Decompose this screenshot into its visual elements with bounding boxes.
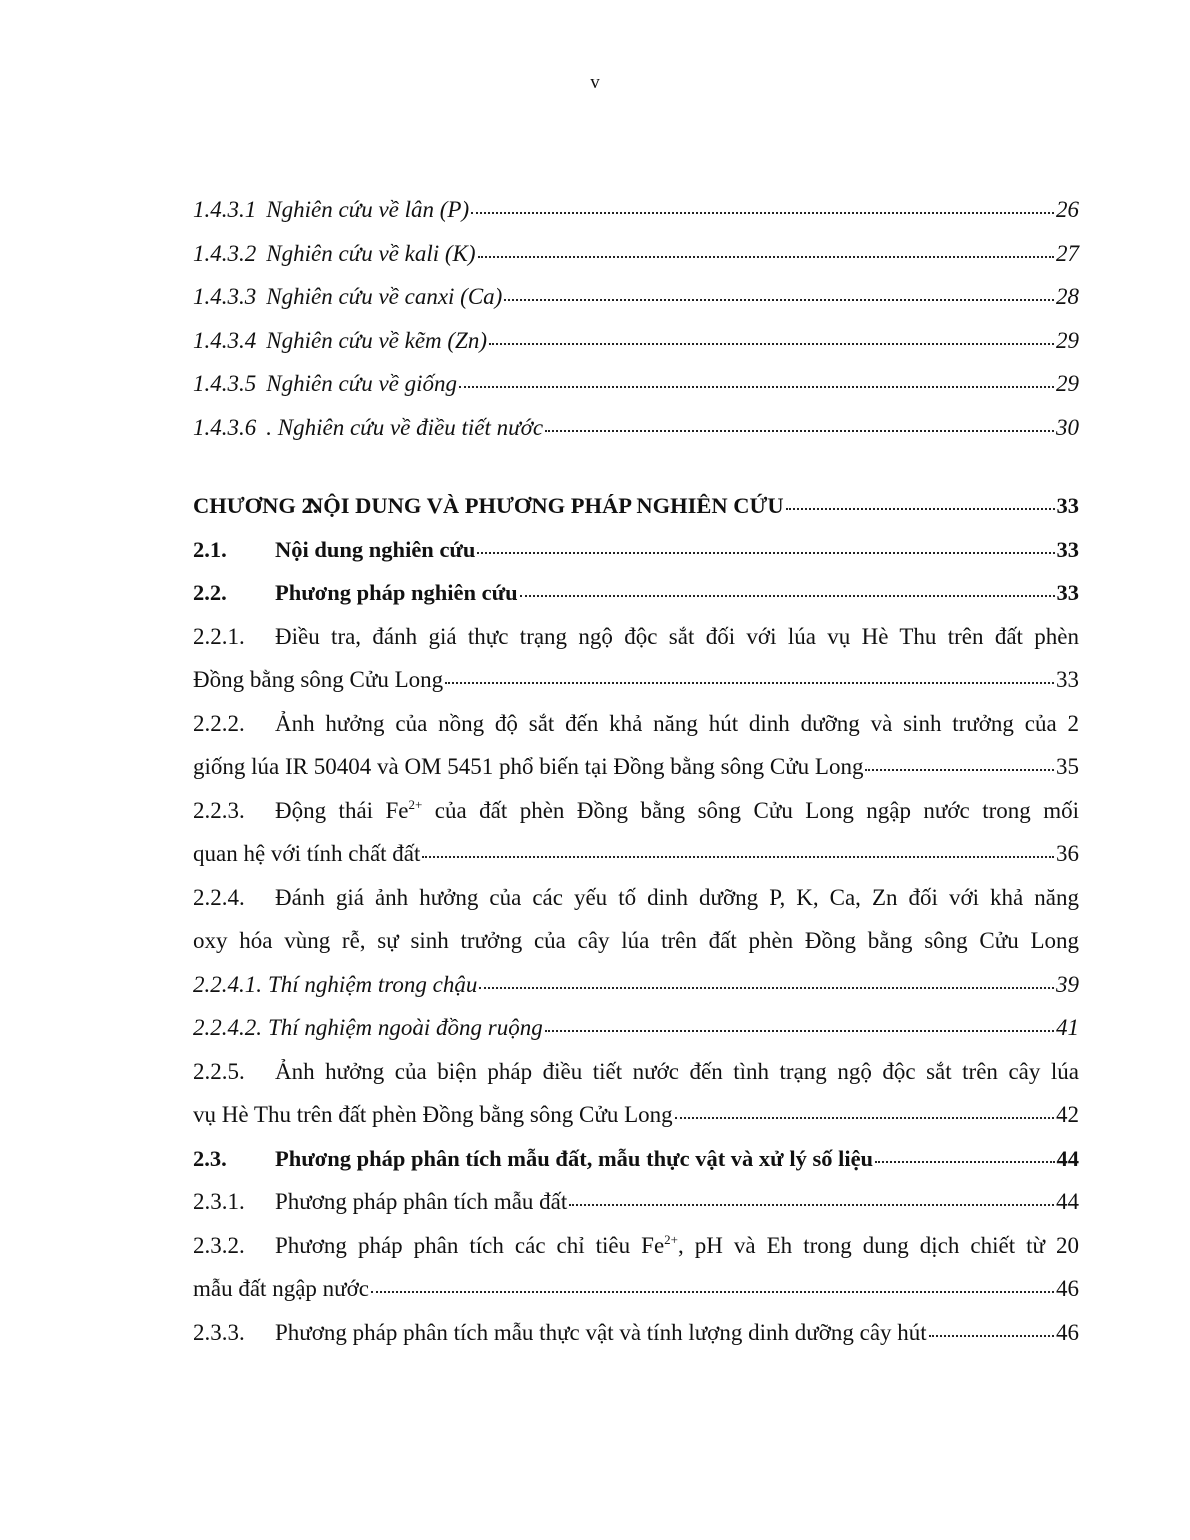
entry-title-line-2: quan hệ với tính chất đất: [193, 841, 421, 866]
toc-entry-2-2-3[interactable]: [193, 789, 1079, 876]
entry-number: 1.4.3.2: [193, 240, 257, 266]
entry-page: 29: [1056, 327, 1079, 353]
dot-leader: [459, 386, 1054, 388]
entry-title-line-1b: , pH và Eh trong dung dịch chiết từ 20: [678, 1232, 1079, 1258]
dot-leader: [477, 552, 1054, 554]
entry-title-line-1a: Phương pháp phân tích các chỉ tiêu Fe: [275, 1232, 665, 1258]
toc-entry-2-2-4-2[interactable]: [193, 1006, 1079, 1050]
entry-title: Nội dung nghiên cứu: [275, 536, 476, 562]
entry-title: Nghiên cứu về giống: [266, 371, 457, 396]
dot-leader: [875, 1161, 1054, 1163]
entry-title: Nghiên cứu về kali (K): [266, 240, 476, 266]
toc-entry-1-4-3-3[interactable]: [193, 275, 1079, 319]
dot-leader: [786, 508, 1055, 510]
entry-page: 33: [1056, 536, 1079, 562]
dot-leader: [422, 856, 1054, 858]
entry-page: 46: [1056, 1276, 1079, 1301]
entry-number: 2.3.2.: [193, 1232, 245, 1258]
entry-line-1: [193, 1050, 1079, 1094]
entry-page: 44: [1056, 1145, 1079, 1171]
entry-title: Thí nghiệm ngoài đồng ruộng: [268, 1015, 543, 1040]
entry-number: 2.2.5.: [193, 1058, 245, 1084]
toc-entry-2-3[interactable]: [193, 1137, 1079, 1181]
entry-title-line-1: Điều tra, đánh giá thực trạng ngộ độc sắt đối với lúa vụ Hè Thu trên đất phèn: [275, 623, 1079, 649]
entry-title-line-2: Đồng bằng sông Cửu Long: [193, 667, 444, 692]
entry-number: 2.2.4.1.: [193, 971, 262, 997]
toc-entry-chapter-2[interactable]: [193, 484, 1079, 528]
entry-page: 41: [1056, 1015, 1079, 1040]
toc-entry-2-3-1[interactable]: [193, 1180, 1079, 1224]
superscript-charge: 2+: [664, 1231, 679, 1247]
entry-line-2: [193, 919, 1079, 963]
entry-number: 1.4.3.5: [193, 371, 257, 396]
entry-title: Phương pháp phân tích mẫu thực vật và tính lượng dinh dưỡng cây hút: [275, 1319, 927, 1345]
entry-number: 2.2.4.: [193, 884, 245, 910]
entry-line-2: [193, 745, 1079, 789]
entry-line-2: [193, 1093, 1079, 1137]
entry-page: 36: [1056, 841, 1079, 866]
entry-title-line-1: Ảnh hưởng của biện pháp điều tiết nước đến tình trạng ngộ độc sắt trên cây lúa: [275, 1058, 1079, 1084]
toc-entry-2-2-2[interactable]: [193, 702, 1079, 789]
entry-title-line-1: Đánh giá ảnh hưởng của các yếu tố dinh dưỡng P, K, Ca, Zn đối với khả năng: [275, 884, 1079, 910]
dot-leader: [478, 256, 1054, 258]
toc-entry-1-4-3-6[interactable]: [193, 406, 1079, 450]
entry-page: 42: [1056, 1102, 1079, 1127]
entry-title-line-2: giống lúa IR 50404 và OM 5451 phổ biến tại Đồng bằng sông Cửu Long: [193, 754, 864, 779]
dot-leader: [569, 1204, 1054, 1206]
entry-line-1: [193, 876, 1079, 920]
entry-page: 26: [1056, 197, 1079, 222]
entry-number: 1.4.3.4: [193, 327, 257, 353]
entry-page: 27: [1056, 240, 1079, 266]
toc-entry-1-4-3-5[interactable]: [193, 362, 1079, 406]
spacer: [193, 449, 1079, 484]
entry-title: Phương pháp nghiên cứu: [275, 580, 518, 605]
entry-title-line-1: Ảnh hưởng của nồng độ sắt đến khả năng hút dinh dưỡng và sinh trưởng của 2: [275, 710, 1079, 736]
entry-number: 1.4.3.1: [193, 197, 257, 222]
entry-number: 2.2.: [193, 580, 227, 605]
entry-page: 33: [1056, 493, 1079, 518]
entry-number: 2.2.2.: [193, 710, 245, 736]
entry-title-line-1a: Động thái Fe: [275, 797, 409, 823]
entry-number: 2.1.: [193, 536, 227, 562]
dot-leader: [545, 1030, 1054, 1032]
dot-leader: [545, 430, 1054, 432]
dot-leader: [929, 1335, 1054, 1337]
dot-leader: [471, 212, 1054, 214]
entry-page: 33: [1056, 580, 1079, 605]
entry-line-2: [193, 832, 1079, 876]
entry-page: 35: [1056, 754, 1079, 779]
entry-title-line-2: mẫu đất ngập nước: [193, 1276, 369, 1301]
dot-leader: [479, 987, 1054, 989]
entry-number: 1.4.3.6: [193, 414, 257, 440]
entry-line-2: [193, 658, 1079, 702]
entry-title: . Nghiên cứu về điều tiết nước: [266, 414, 544, 440]
page-number: v: [590, 72, 600, 93]
superscript-charge: 2+: [408, 796, 423, 812]
toc-entry-2-3-3[interactable]: [193, 1311, 1079, 1355]
entry-line-1: [193, 702, 1079, 746]
chapter-number: CHƯƠNG 2.: [193, 493, 319, 518]
table-of-contents: [193, 188, 1079, 1354]
entry-title: Nghiên cứu về lân (P): [266, 197, 470, 222]
toc-entry-2-2-1[interactable]: [193, 615, 1079, 702]
entry-title: Phương pháp phân tích mẫu đất: [275, 1189, 568, 1214]
dot-leader: [675, 1117, 1054, 1119]
dot-leader: [445, 682, 1054, 684]
entry-number: 2.3.: [193, 1145, 227, 1171]
entry-title: Nghiên cứu về kẽm (Zn): [266, 327, 487, 353]
toc-entry-2-1[interactable]: [193, 528, 1079, 572]
toc-entry-1-4-3-1[interactable]: [193, 188, 1079, 232]
dot-leader: [371, 1291, 1054, 1293]
entry-title: Nghiên cứu về canxi (Ca): [266, 284, 503, 309]
entry-title-line-2: oxy hóa vùng rễ, sự sinh trưởng của cây lúa trên đất phèn Đồng bằng sông Cửu Long: [193, 928, 1079, 953]
toc-entry-2-2-4-1[interactable]: [193, 963, 1079, 1007]
dot-leader: [520, 595, 1055, 597]
entry-page: 33: [1056, 667, 1079, 692]
entry-line-1: [193, 1224, 1079, 1268]
entry-page: 39: [1056, 971, 1079, 997]
toc-entry-2-2-4[interactable]: [193, 876, 1079, 963]
toc-entry-1-4-3-2[interactable]: [193, 232, 1079, 276]
entry-title: Thí nghiệm trong chậu: [268, 971, 478, 997]
toc-entry-1-4-3-4[interactable]: [193, 319, 1079, 363]
toc-entry-2-2-5[interactable]: [193, 1050, 1079, 1137]
toc-entry-2-3-2[interactable]: [193, 1224, 1079, 1311]
entry-line-2: [193, 1267, 1079, 1311]
entry-number: 2.2.4.2.: [193, 1015, 262, 1040]
entry-number: 2.2.1.: [193, 623, 245, 649]
entry-title-line-2: vụ Hè Thu trên đất phèn Đồng bằng sông Cửu Long: [193, 1102, 673, 1127]
entry-line-1: [193, 615, 1079, 659]
chapter-title: NỘI DUNG VÀ PHƯƠNG PHÁP NGHIÊN CỨU: [307, 493, 784, 518]
dot-leader: [504, 299, 1054, 301]
entry-number: 2.3.3.: [193, 1319, 245, 1345]
dot-leader: [489, 343, 1054, 345]
entry-page: 46: [1056, 1319, 1079, 1345]
entry-page: 28: [1056, 284, 1079, 309]
entry-page: 44: [1056, 1189, 1079, 1214]
entry-line-1: [193, 789, 1079, 833]
entry-title-line-1b: của đất phèn Đồng bằng sông Cửu Long ngập nước trong mối: [422, 797, 1079, 823]
entry-page: 29: [1056, 371, 1079, 396]
entry-page: 30: [1056, 414, 1079, 440]
entry-number: 1.4.3.3: [193, 284, 257, 309]
entry-number: 2.2.3.: [193, 797, 245, 823]
entry-title: Phương pháp phân tích mẫu đất, mẫu thực vật và xử lý số liệu: [275, 1145, 874, 1171]
toc-entry-2-2[interactable]: [193, 571, 1079, 615]
entry-number: 2.3.1.: [193, 1189, 245, 1214]
dot-leader: [865, 769, 1054, 771]
